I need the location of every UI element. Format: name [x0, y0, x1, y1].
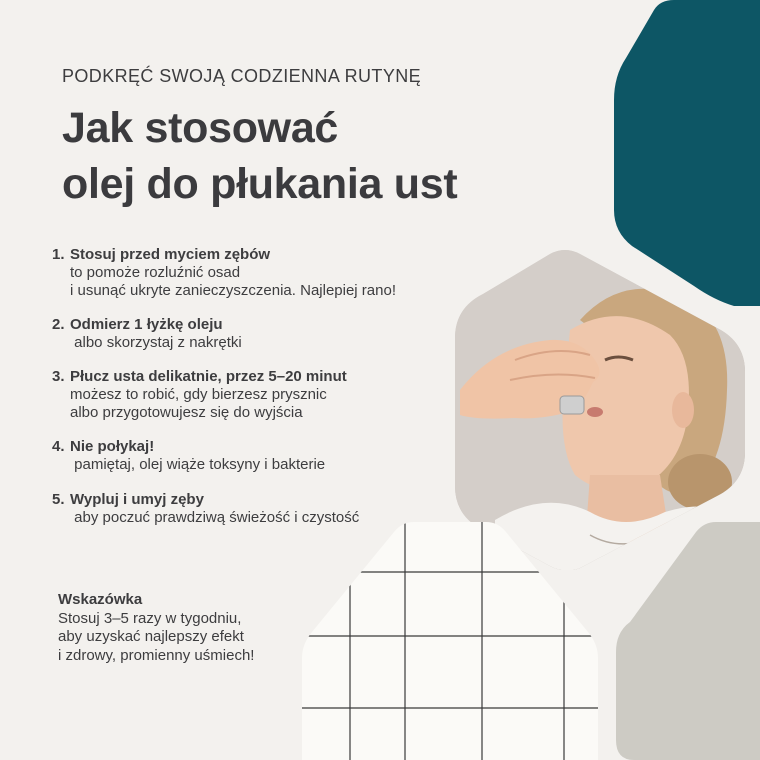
- gray-hexagon-decoration: [616, 522, 760, 760]
- step-description: możesz to robić, gdy bierzesz prysznic albo przygotowujesz się do wyjścia: [70, 386, 327, 421]
- step-heading: Nie połykaj!: [70, 438, 155, 455]
- step-heading: Odmierz 1 łyżkę oleju: [70, 316, 223, 333]
- step-description: to pomoże rozluźnić osad i usunąć ukryte zanieczyszczenia. Najlepiej rano!: [70, 264, 396, 299]
- photo-illustration: [455, 250, 745, 570]
- step-number: 4.: [52, 438, 65, 455]
- step-heading: Wypluj i umyj zęby: [70, 491, 204, 508]
- step-number: 1.: [52, 246, 65, 263]
- teal-hexagon-decoration: [614, 0, 760, 306]
- title-line-2: olej do płukania ust: [62, 160, 458, 208]
- page-title: [62, 100, 457, 212]
- tip-title: Wskazówka: [58, 591, 143, 608]
- tip-box: [58, 591, 254, 665]
- step-number: 2.: [52, 316, 65, 333]
- tip-body: Stosuj 3–5 razy w tygodniu, aby uzyskać najlepszy efekt i zdrowy, promienny uśmiech!: [58, 609, 255, 664]
- step-heading: Stosuj przed myciem zębów: [70, 246, 271, 263]
- step-description: aby poczuć prawdziwą świeżość i czystość: [70, 509, 360, 526]
- step-number: 5.: [52, 491, 65, 508]
- step-description: pamiętaj, olej wiąże toksyny i bakterie: [70, 456, 326, 473]
- woman-drinking-oil-photo: [455, 250, 745, 570]
- title-line-1: Jak stosować: [62, 104, 339, 152]
- step-heading: Płucz usta delikatnie, przez 5–20 minut: [70, 368, 347, 385]
- subtitle: PODKRĘĆ SWOJĄ CODZIENNA RUTYNĘ: [62, 66, 422, 86]
- step-number: 3.: [52, 368, 65, 385]
- step-description: albo skorzystaj z nakrętki: [70, 334, 242, 351]
